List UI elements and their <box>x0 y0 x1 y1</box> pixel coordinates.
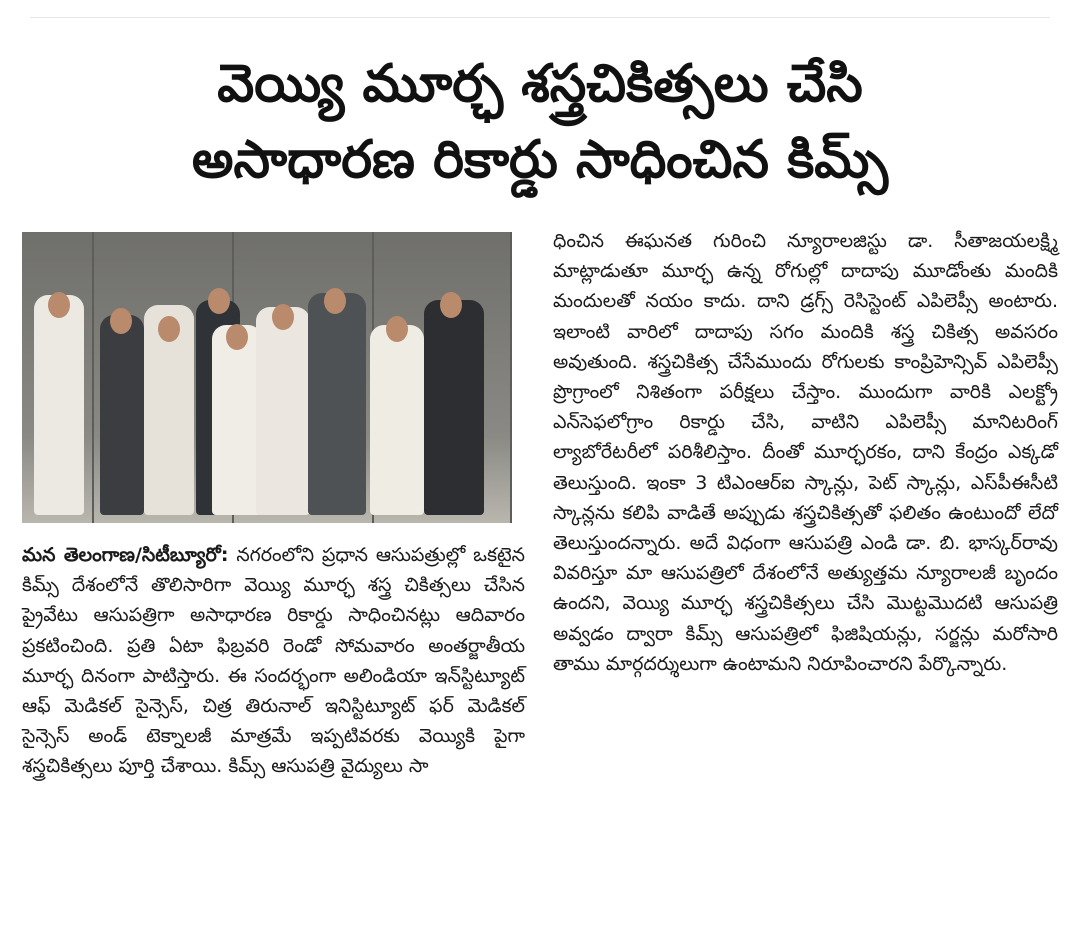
dateline: మన తెలంగాణ/సిటీబ్యూరో: <box>22 544 229 566</box>
next-headline-cropped <box>140 918 960 937</box>
top-rule <box>30 17 1050 18</box>
article-column-right <box>553 226 1058 679</box>
article-body-right: ధించిన ఈఘనత గురించి న్యూరాలజిస్టు డా. సీతాజయలక్ష్మి మాట్లాడుతూ మూర్ఛ ఉన్న రోగుల్లో దాదాపు మూడోంతు మందికి మందులతో నయం కాదు. దాని డ్రగ్స్ రెసిస్టెంట్ ఎపిలెప్సీ అంటారు. ఇలాంటి వారిలో దాదాపు సగం మందికి శస్త్ర చికిత్స అవసరం అవుతుంది. శస్త్రచికిత్స చేసేముందు రోగులకు కాంప్రిహెన్సివ్ ఎపిలెప్సీ ప్రొగ్రాంలో నిశితంగా పరీక్షలు చేస్తాం. ముందుగా వారికి ఎలక్ట్రో ఎన్‌సెఫలోగ్రాం రికార్డు చేసి, వాటిని ఎపిలెప్సీ మానిటరింగ్ ల్యాబోరేటరీలో పరిశీలిస్తాం. దీంతో మూర్ఛరకం, దాని కేంద్రం ఎక్కడో తెలుస్తుంది. ఇంకా 3 టిఎంఆర్‌ఐ స్కాన్లు, పెట్ స్కాన్లు, ఎస్‌పీఈసీటి స్కాన్లను కలిపి వాడితే అప్పుడు శస్త్రచికిత్సతో ఫలితం ఉంటుందో లేదో తెలుస్తుందన్నారు. అదే విధంగా ఆసుపత్రి ఎండి డా. బి. భాస్కర్‌రావు వివరిస్తూ మా ఆసుపత్రిలో దేశంలోనే అత్యుత్తమ న్యూరాలజీ బృందం ఉందని, వెయ్యి మూర్ఛ శస్త్రచికిత్సలు చేసి మొట్టమొదటి ఆసుపత్రి అవ్వడం ద్వారా కిమ్స్ ఆసుపత్రిలో ఫిజిషియన్లు, సర్జన్లు మరోసారి తాము మార్గదర్శులుగా ఉంటామని నిరూపించారని పేర్కొన్నారు. <box>553 230 1058 675</box>
headline-line-1: వెయ్యి మూర్ఛ శస్త్రచికిత్సలు చేసి <box>217 54 863 114</box>
article-column-left <box>22 540 525 782</box>
doctors-group-photo <box>22 232 512 523</box>
article-body-left: నగరంలోని ప్రధాన ఆసుపత్రుల్లో ఒకటైన కిమ్స్ దేశంలోనే తొలిసారిగా వెయ్యి మూర్ఛ శస్త్ర చికిత్సలు చేసిన ప్రైవేటు ఆసుపత్రిగా అసాధారణ రికార్డు సాధించినట్లు ఆదివారం ప్రకటించింది. ప్రతి ఏటా ఫిబ్రవరి రెండో సోమవారం అంతర్జాతీయ మూర్ఛ దినంగా పాటిస్తారు. ఈ సందర్భంగా అలిండియా ఇన్‌స్టిట్యూట్ ఆఫ్ మెడికల్ సైన్సెస్, చిత్ర తిరునాల్ ఇనిస్టిట్యూట్ ఫర్ మెడికల్ సైన్సెస్ అండ్ టెక్నాలజీ మాత్రమే ఇప్పటివరకు వెయ్యికి పైగా శస్త్రచికిత్సలు పూర్తి చేశాయి. కిమ్స్ ఆసుపత్రి వైద్యులు సా <box>22 544 525 778</box>
headline-line-2: అసాధారణ రికార్డు సాధించిన కిమ్స్ <box>191 130 889 190</box>
